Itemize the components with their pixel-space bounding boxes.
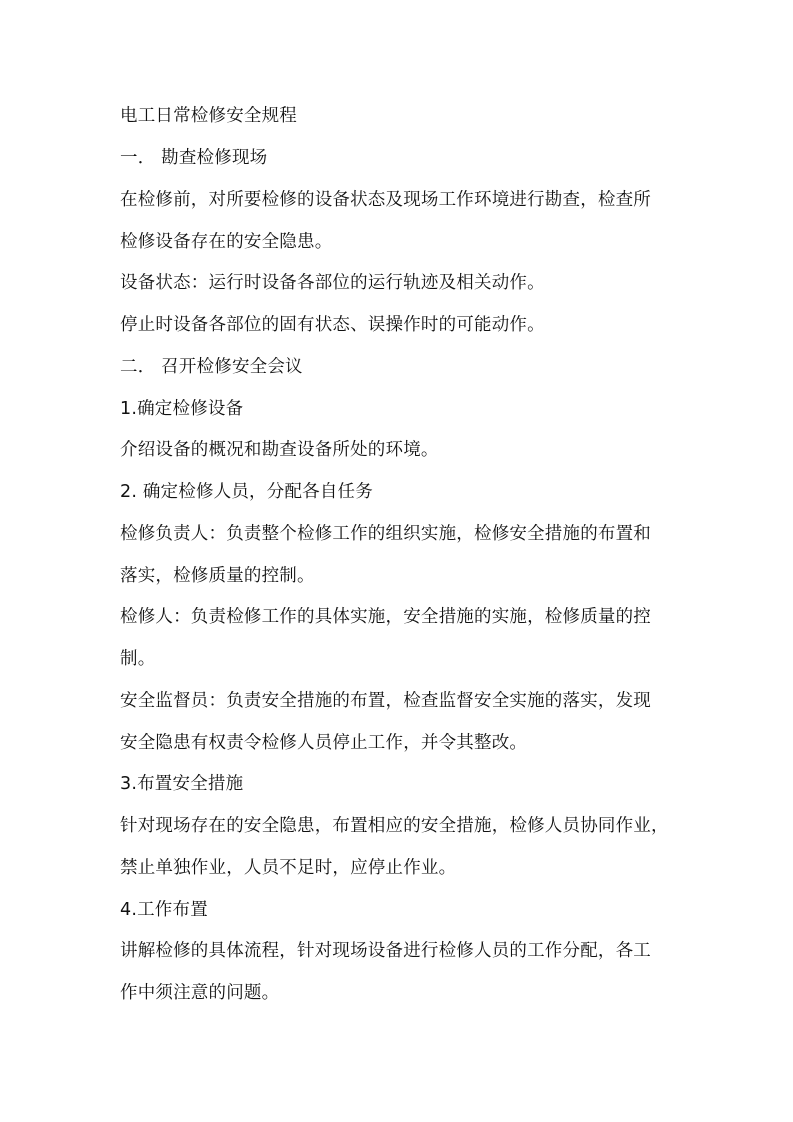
paragraph-line: 检修设备存在的安全隐患。 <box>120 232 333 252</box>
paragraph-line: 针对现场存在的安全隐患，布置相应的安全措施，检修人员协同作业， <box>120 816 669 836</box>
paragraph-line: 制。 <box>120 649 156 669</box>
section-heading-survey: 一． 勘查检修现场 <box>120 148 268 168</box>
paragraph-line: 安全隐患有权责令检修人员停止工作，并令其整改。 <box>120 733 528 753</box>
paragraph-line: 落实，检修质量的控制。 <box>120 566 315 586</box>
paragraph-line: 停止时设备各部位的固有状态、误操作时的可能动作。 <box>120 315 545 335</box>
document-title: 电工日常检修安全规程 <box>120 106 297 126</box>
paragraph-line: 讲解检修的具体流程，针对现场设备进行检修人员的工作分配，各工 <box>120 941 651 961</box>
paragraph-line: 介绍设备的概况和勘查设备所处的环境。 <box>120 440 439 460</box>
subsection-heading: 1.确定检修设备 <box>120 399 244 419</box>
section-heading-meeting: 二． 召开检修安全会议 <box>120 357 303 377</box>
paragraph-line: 检修人：负责检修工作的具体实施，安全措施的实施，检修质量的控 <box>120 607 651 627</box>
paragraph-line: 禁止单独作业，人员不足时，应停止作业。 <box>120 858 457 878</box>
paragraph-line: 在检修前，对所要检修的设备状态及现场工作环境进行勘查，检查所 <box>120 190 651 210</box>
paragraph-line: 检修负责人：负责整个检修工作的组织实施，检修安全措施的布置和 <box>120 524 651 544</box>
subsection-heading: 3.布置安全措施 <box>120 774 244 794</box>
paragraph-line: 设备状态：运行时设备各部位的运行轨迹及相关动作。 <box>120 273 545 293</box>
subsection-heading: 2. 确定检修人员，分配各自任务 <box>120 482 373 502</box>
subsection-heading: 4.工作布置 <box>120 900 208 920</box>
paragraph-line: 安全监督员：负责安全措施的布置，检查监督安全实施的落实，发现 <box>120 691 651 711</box>
paragraph-line: 作中须注意的问题。 <box>120 983 280 1003</box>
